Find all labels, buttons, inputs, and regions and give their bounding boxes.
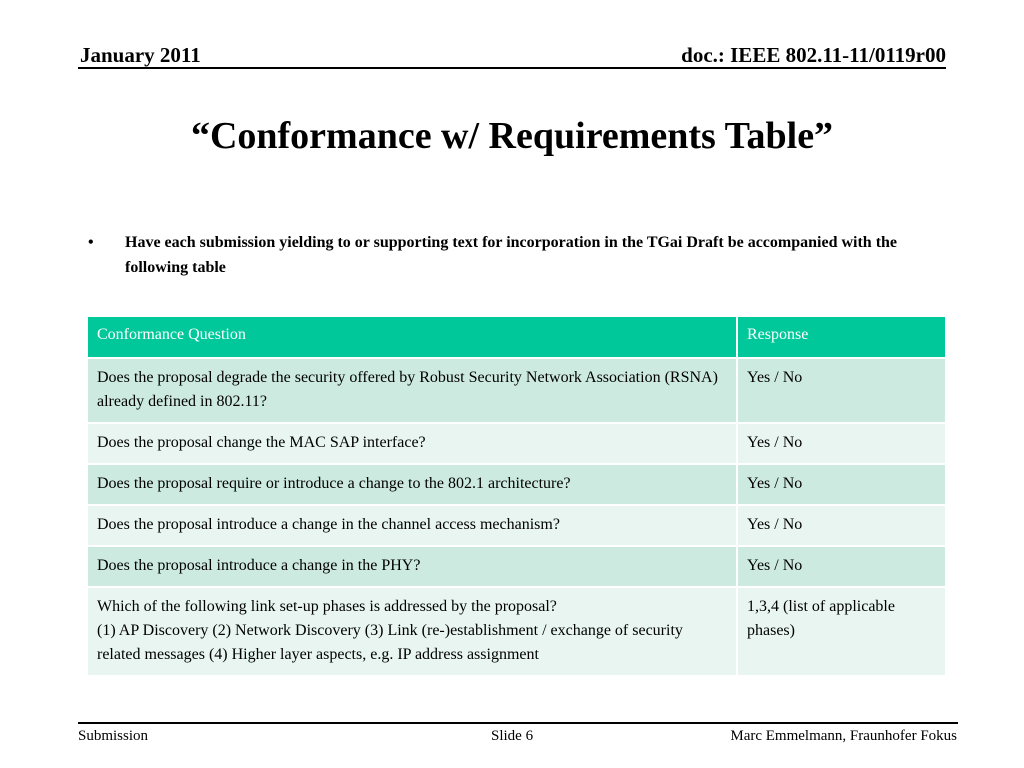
table-row [87,505,946,546]
column-header-response: Response [737,316,946,358]
footer-submission: Submission [78,728,149,744]
question-cell: Does the proposal require or introduce a change to the 802.1 architecture? [87,464,737,505]
response-cell: Yes / No [737,505,946,546]
table-row [87,546,946,587]
bullet-text: Have each submission yielding to or supporting text for incorporation in the TGai Draft be accompanied with the following table [125,234,898,276]
question-cell: Does the proposal introduce a change in the channel access mechanism? [87,505,737,546]
header-date: January 2011 [80,43,201,67]
table-row [87,423,946,464]
table-row [87,587,946,676]
column-header-question: Conformance Question [87,316,737,358]
response-cell: Yes / No [737,546,946,587]
response-cell: Yes / No [737,358,946,423]
response-cell: Yes / No [737,423,946,464]
footer-divider [78,722,958,724]
question-cell: Does the proposal degrade the security offered by Robust Security Network Association (RSNA) already defined in 802.11? [87,358,737,423]
question-line: (1) AP Discovery (2) Network Discovery (3) Link (re-)establishment / exchange of security related messages (4) Higher layer aspects, e.g. IP address assignment [97,622,683,663]
table-row [87,358,946,423]
footer-author: Marc Emmelmann, Fraunhofer Fokus [730,728,957,744]
question-cell: Does the proposal introduce a change in the PHY? [87,546,737,587]
question-line: Which of the following link set-up phases is addressed by the proposal? [97,598,557,615]
response-cell: 1,3,4 (list of applicable phases) [737,587,946,676]
question-cell [87,587,737,676]
header-divider [78,67,946,69]
footer-slide-number: Slide 6 [491,728,534,744]
bullet-item [88,230,918,280]
slide-title: “Conformance w/ Requirements Table” [190,115,834,157]
table-row [87,464,946,505]
bullet-marker: • [88,234,94,251]
response-cell: Yes / No [737,464,946,505]
question-cell: Does the proposal change the MAC SAP interface? [87,423,737,464]
table-header-row [87,316,946,358]
conformance-table [86,315,947,677]
header-doc-id: doc.: IEEE 802.11-11/0119r00 [681,43,946,67]
